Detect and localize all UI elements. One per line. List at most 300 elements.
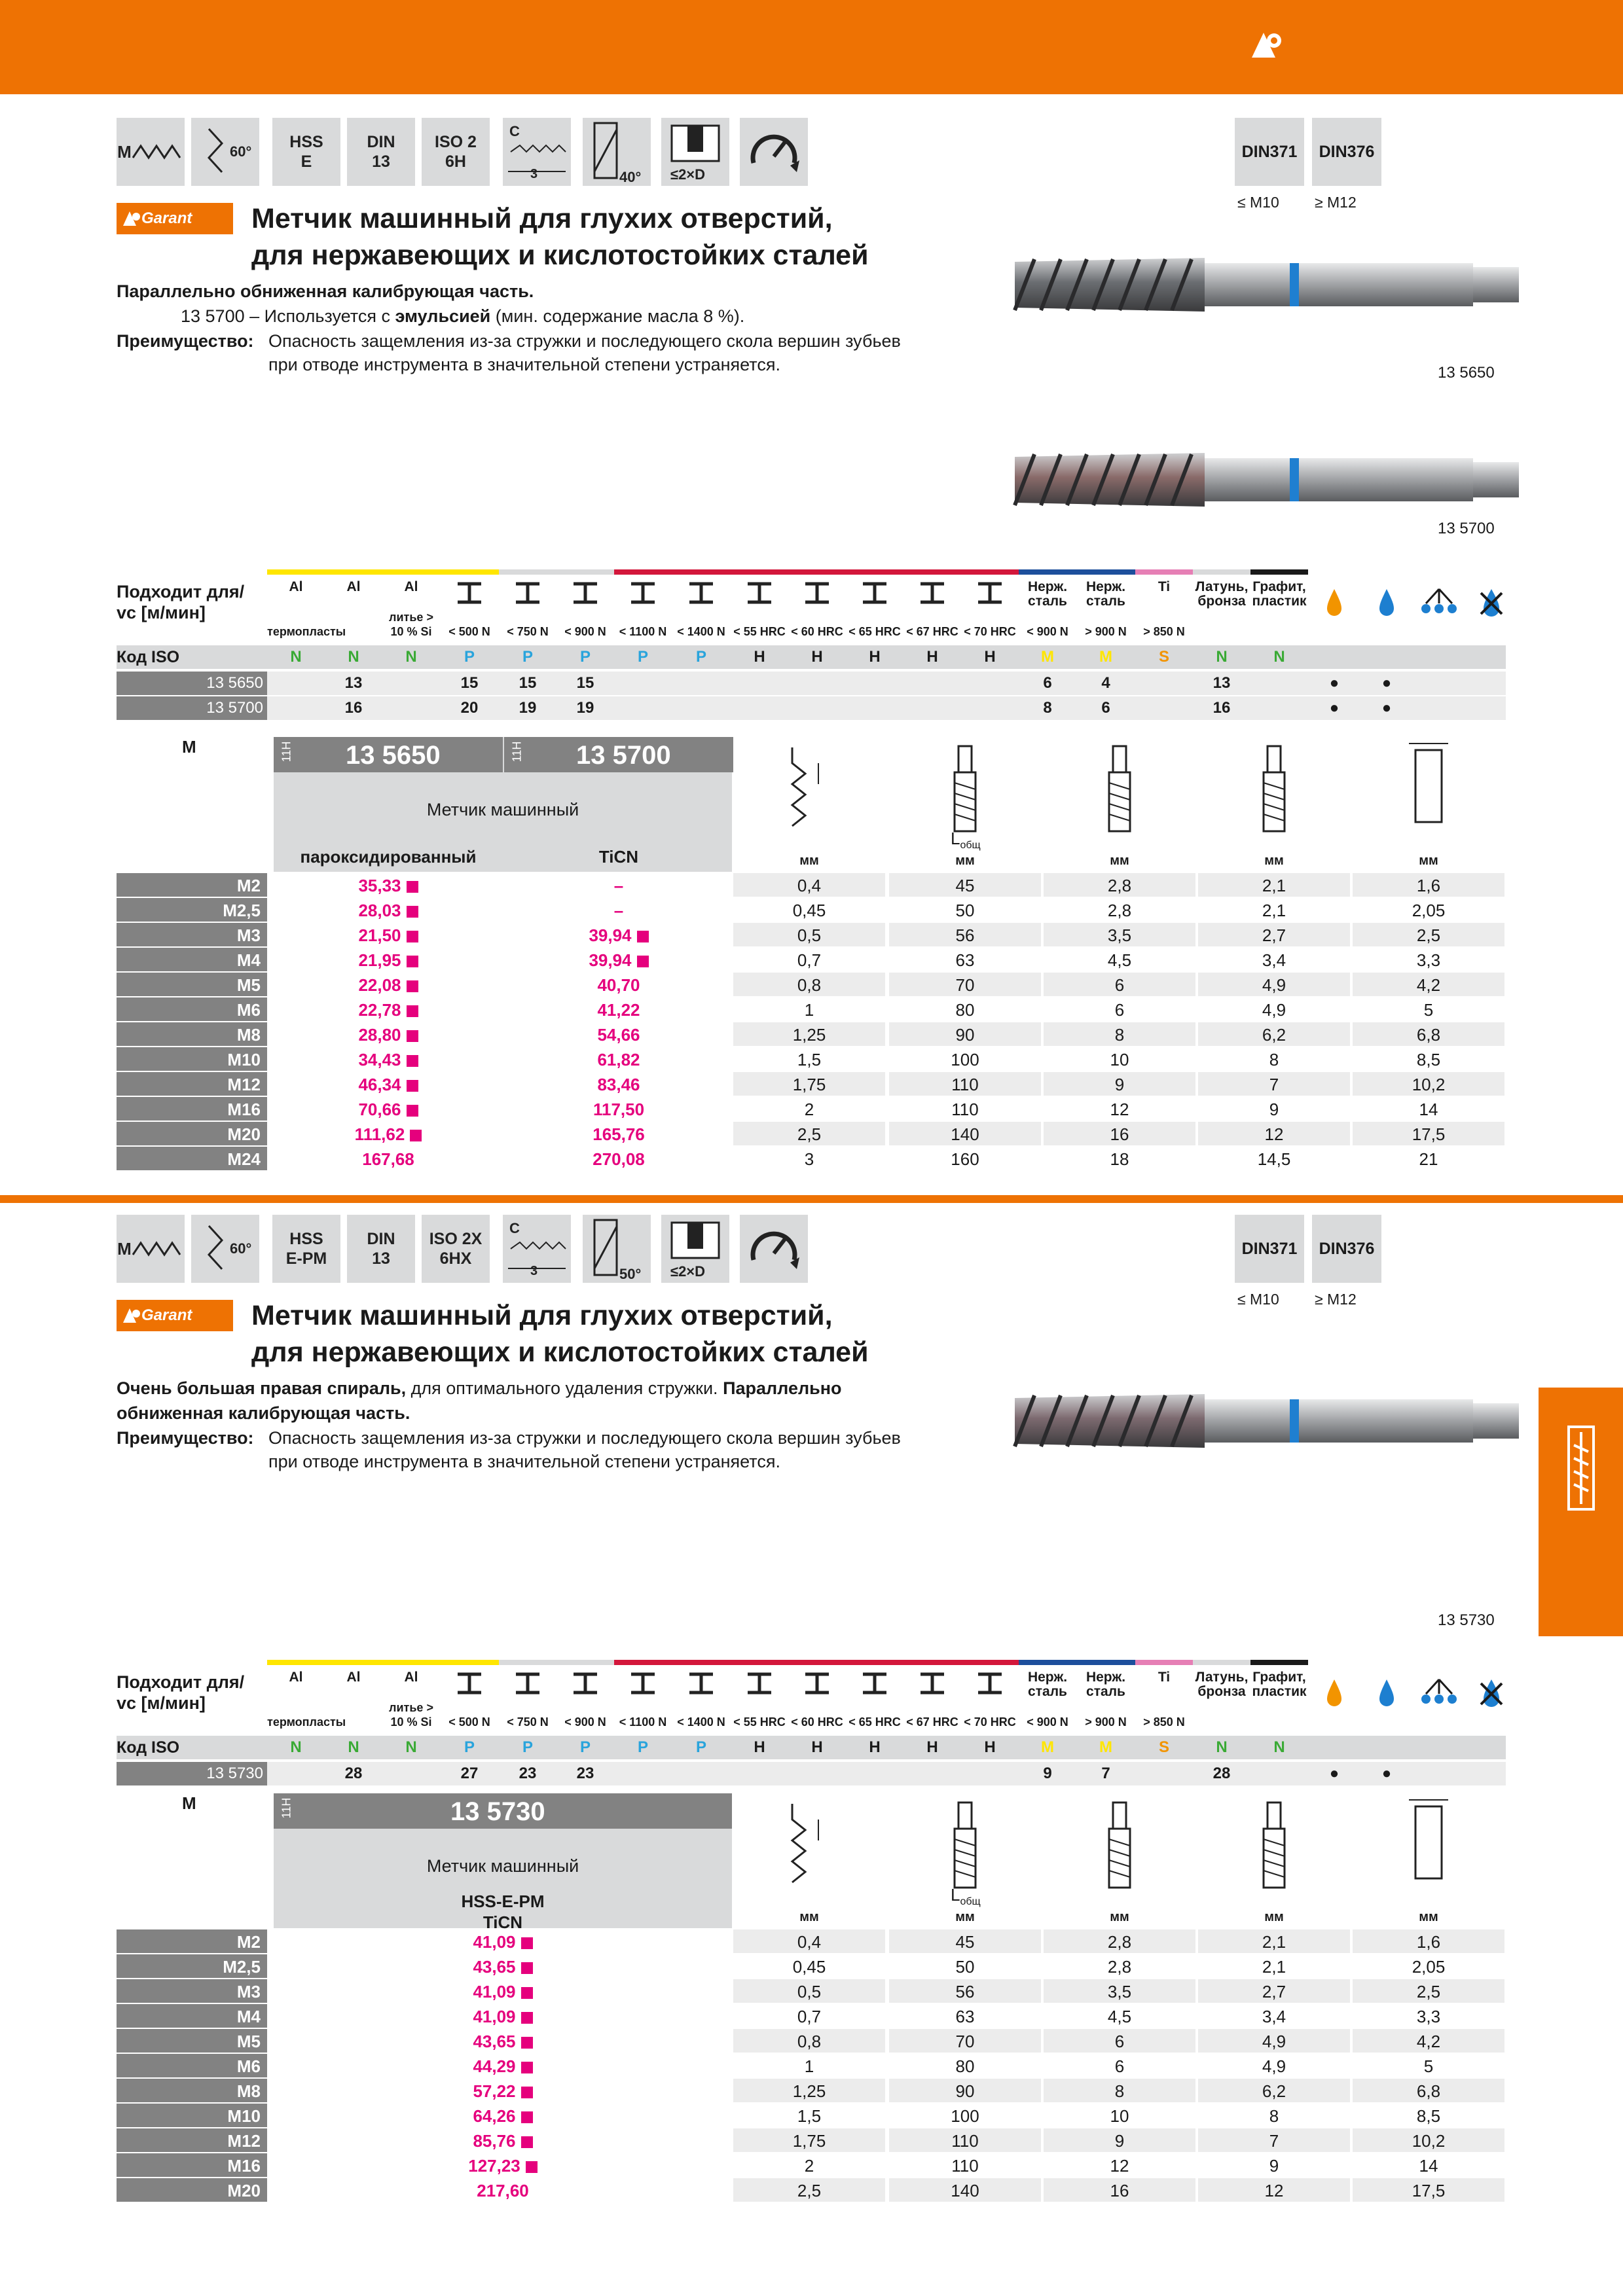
dimension-cell: 1,25	[733, 2079, 885, 2102]
dimension-cell: 56	[889, 1979, 1041, 2003]
dimension-cell: 2,1	[1198, 1929, 1350, 1953]
unit-label: мм	[799, 853, 819, 868]
ibeam-icon	[672, 581, 731, 607]
material-column	[1465, 1660, 1519, 1733]
size-row	[117, 2054, 1506, 2079]
svg-text:3: 3	[530, 1264, 538, 1278]
speed-cell: 23	[519, 1765, 537, 1782]
material-spec: < 1400 N	[677, 1715, 725, 1729]
availability-marker	[526, 2161, 538, 2173]
suitability-title	[117, 581, 267, 623]
availability-marker	[407, 1055, 418, 1067]
tap-chapter-icon	[1567, 1426, 1595, 1511]
dimension-cell: 100	[951, 2106, 979, 2126]
dimension-cell: 2,7	[1198, 923, 1350, 946]
price-cell	[274, 2029, 732, 2053]
speed-cell: ●	[1329, 674, 1340, 692]
garant-label: Garant	[141, 1306, 192, 1324]
size-label: M6	[117, 997, 267, 1021]
price-cell	[504, 997, 733, 1021]
material-color-bar	[903, 1660, 961, 1665]
availability-marker	[637, 956, 649, 967]
material-spec: < 900 N	[564, 625, 606, 638]
price-cell	[504, 923, 733, 946]
din-size-range: ≤ M10	[1237, 1291, 1279, 1308]
size-row	[117, 1929, 1506, 1954]
price-cell	[274, 973, 503, 996]
coating-label: TiCN	[598, 847, 639, 867]
ibeam-icon	[731, 1672, 788, 1698]
suitability-title	[117, 1672, 267, 1713]
material-color-bar	[1465, 569, 1518, 575]
tool-image-135700	[1008, 444, 1525, 516]
price-value: 21,95	[358, 950, 401, 970]
material-name: Al	[404, 1670, 418, 1685]
material-color-bar	[846, 1660, 903, 1665]
size-label: M5	[117, 2029, 267, 2053]
speed-cell: ●	[1381, 1765, 1392, 1782]
speed-cell: 4	[1101, 674, 1110, 692]
dimension-cell: 160	[951, 1149, 979, 1169]
material-column	[1308, 569, 1362, 643]
ibeam-icon	[788, 581, 846, 607]
material-column	[325, 569, 384, 643]
desc-text: 13 5700 – Используется с	[181, 306, 395, 326]
svg-text:C: C	[509, 123, 520, 139]
speed-cell: 9	[1043, 1765, 1052, 1782]
dimension-diagram	[1044, 737, 1195, 848]
material-column	[267, 569, 346, 643]
iso-code-row	[117, 1736, 1506, 1759]
coolant-icon-4	[1465, 588, 1518, 620]
svg-text:3: 3	[530, 167, 538, 181]
size-row	[117, 1979, 1506, 2004]
article-header	[504, 737, 733, 772]
product-title-line1: Метчик машинный для глухих отверстий,	[251, 1300, 833, 1331]
dimension-cell: 1	[804, 1000, 814, 1020]
price-value: 61,82	[597, 1050, 640, 1069]
unit-label: мм	[799, 1910, 819, 1924]
price-cell	[504, 1072, 733, 1096]
iso-code-cell: H	[754, 1738, 765, 1756]
din-number: 371	[1269, 1240, 1298, 1258]
tool-image-135730	[1008, 1385, 1525, 1457]
dimension-cell: 70	[889, 973, 1041, 996]
svg-text:50°: 50°	[619, 1266, 642, 1282]
dimension-cell: 12	[1198, 1122, 1350, 1145]
speed-gauge-icon	[740, 1215, 808, 1283]
size-label: M3	[117, 1979, 267, 2003]
dimension-diagram	[1044, 1793, 1195, 1905]
speed-cell: 15	[519, 674, 537, 692]
material-color-bar	[1360, 569, 1413, 575]
advantage-text1: Опасность защемления из-за стружки и последующего скола вершин зубьев	[268, 331, 901, 351]
size-label: M20	[117, 1122, 267, 1145]
price-cell	[274, 2054, 732, 2077]
price-value: 70,66	[358, 1100, 401, 1119]
dimension-cell: 1,75	[733, 1072, 885, 1096]
material-color-bar	[382, 1660, 440, 1665]
price-value: 165,76	[593, 1124, 645, 1144]
iso-code-cell: P	[579, 1738, 591, 1756]
dimension-cell: 4,9	[1198, 973, 1350, 996]
iso-code-cell: N	[405, 1738, 417, 1756]
material-name: Графит, пластик	[1252, 1670, 1307, 1699]
tool-article-label: 13 5700	[1438, 520, 1495, 537]
size-row	[117, 898, 1506, 923]
material-spec: > 900 N	[1085, 625, 1127, 638]
dimension-cell: 3,3	[1416, 950, 1441, 970]
size-row	[117, 2128, 1506, 2153]
price-value: 85,76	[473, 2131, 516, 2151]
dimension-cell: 0,5	[733, 1979, 885, 2003]
speed-cell: 6	[1043, 674, 1052, 692]
material-spec: < 65 HRC	[848, 1715, 901, 1729]
iso-code-cell: H	[984, 648, 996, 666]
material-name: Латунь, бронза	[1195, 579, 1249, 609]
dimension-cell: 2,05	[1412, 1957, 1446, 1977]
size-label: M2,5	[117, 1954, 267, 1978]
speed-gauge-icon	[740, 118, 808, 186]
availability-marker	[407, 956, 418, 967]
price-value: 43,65	[473, 2032, 516, 2051]
price-value: 270,08	[593, 1149, 645, 1169]
size-label: M2	[117, 1929, 267, 1953]
speed-cell: 28	[344, 1765, 363, 1782]
price-value: 39,94	[589, 925, 632, 945]
availability-marker	[521, 1962, 533, 1974]
material-color-bar	[731, 569, 788, 575]
dimension-cell: 1	[804, 2056, 814, 2076]
material-column	[731, 1660, 790, 1733]
product-name: Метчик машинный	[426, 1856, 579, 1876]
size-row	[117, 1022, 1506, 1047]
iso-code-cell: P	[579, 648, 591, 666]
material-color-bar	[614, 1660, 672, 1665]
material-name: Латунь, бронза	[1195, 1670, 1249, 1699]
price-cell	[274, 2079, 732, 2102]
iso-code-cell: P	[522, 1738, 533, 1756]
material-color-bar	[1076, 569, 1135, 575]
availability-marker	[521, 1987, 533, 1999]
coolant-icon-3	[1413, 1678, 1465, 1710]
availability-marker	[637, 931, 649, 942]
iso-code-cell: P	[637, 648, 648, 666]
l-sub: общ	[960, 840, 981, 852]
dimension-cell: 6,2	[1198, 2079, 1350, 2102]
price-value: 41,22	[597, 1000, 640, 1020]
price-cell	[274, 2104, 732, 2127]
iso-code-cell: H	[754, 648, 765, 666]
iso-code-cell: S	[1158, 648, 1169, 666]
material-column	[1076, 1660, 1137, 1733]
ibeam-icon	[556, 581, 614, 607]
size-label: M24	[117, 1147, 267, 1170]
dimension-cell: 2,5	[733, 2178, 885, 2202]
material-color-bar	[1308, 1660, 1360, 1665]
material-column	[846, 569, 905, 643]
dimension-cell: 8	[1269, 2106, 1279, 2126]
din-size-range: ≥ M12	[1315, 1291, 1357, 1308]
dimension-cell: 9	[1044, 2128, 1195, 2152]
ibeam-icon	[846, 1672, 903, 1698]
dimension-cell: 2,8	[1107, 901, 1132, 920]
coolant-icon-1	[1308, 1678, 1360, 1710]
material-name: Al	[289, 1670, 303, 1685]
speed-cell: 13	[1213, 674, 1231, 692]
dimension-cell: 17,5	[1353, 2178, 1504, 2202]
svg-text:60°: 60°	[230, 143, 252, 160]
dimension-cell: 0,45	[792, 901, 826, 920]
material-color-bar	[672, 1660, 731, 1665]
size-label: M3	[117, 923, 267, 946]
material-spec: < 60 HRC	[791, 1715, 843, 1729]
dimension-cell: 14,5	[1257, 1149, 1291, 1169]
dimension-cell: 8	[1269, 1050, 1279, 1069]
material-name: Al	[346, 579, 361, 594]
dimension-cell: 1,5	[797, 1050, 822, 1069]
dimension-cell: 18	[1110, 1149, 1129, 1169]
price-value: 64,26	[473, 2106, 516, 2126]
size-label: M4	[117, 2004, 267, 2028]
material-column	[1019, 569, 1078, 643]
material-column	[1413, 569, 1467, 643]
dimension-cell: 70	[889, 2029, 1041, 2053]
suitability-row	[117, 1762, 1506, 1785]
dimension-cell: 10	[1110, 1050, 1129, 1069]
ibeam-icon	[903, 1672, 961, 1698]
dimension-cell: 2,8	[1044, 1929, 1195, 1953]
din-box-376	[1312, 1215, 1381, 1283]
size-row	[117, 1072, 1506, 1097]
availability-marker	[407, 881, 418, 893]
material-name: Нерж. сталь	[1027, 579, 1068, 609]
dimension-cell: 8	[1044, 1022, 1195, 1046]
coolant-icon-1	[1308, 588, 1360, 620]
suitability-table	[117, 569, 1506, 719]
material-color-bar	[961, 569, 1019, 575]
din-box-371	[1235, 1215, 1304, 1283]
spiral-angle-icon	[583, 118, 651, 186]
iso-code-row	[117, 645, 1506, 669]
unit-label: мм	[955, 1910, 975, 1924]
material-column	[614, 569, 673, 643]
din-number: 371	[1269, 143, 1298, 161]
speed-cell: 20	[460, 699, 479, 717]
material-spec: < 67 HRC	[906, 625, 958, 638]
material-column	[556, 1660, 615, 1733]
ibeam-icon	[846, 581, 903, 607]
material-color-bar	[1193, 569, 1250, 575]
material-name: Ti	[1158, 1670, 1171, 1685]
speed-cell: 6	[1101, 699, 1110, 717]
din-label: DIN	[1319, 1240, 1347, 1258]
material-column	[382, 569, 441, 643]
material-spec: < 70 HRC	[964, 625, 1016, 638]
dimension-cell: 4,2	[1353, 973, 1504, 996]
price-value: 111,62	[354, 1124, 405, 1144]
material-column	[1135, 1660, 1194, 1733]
desc-bold: Параллельно	[723, 1378, 842, 1398]
material-spec: < 1100 N	[619, 625, 667, 638]
suit-title-line1: Подходит для/	[117, 1672, 245, 1692]
din-box-371	[1235, 118, 1304, 186]
material-column	[1250, 1660, 1309, 1733]
dimension-cell: 12	[1110, 2156, 1129, 2176]
speed-cell: 13	[344, 674, 363, 692]
price-value: 39,94	[589, 950, 632, 970]
dimension-cell: 17,5	[1353, 1122, 1504, 1145]
garant-logo-icon	[122, 1307, 141, 1324]
material-column	[382, 1660, 441, 1733]
price-cell	[504, 898, 733, 922]
size-label: M16	[117, 1097, 267, 1121]
dimension-cell: 1,6	[1353, 873, 1504, 897]
material-column	[1413, 1660, 1467, 1733]
dimension-cell: 4,5	[1107, 2007, 1132, 2026]
availability-marker	[521, 2111, 533, 2123]
desc-text: для оптимального удаления стружки.	[406, 1378, 723, 1398]
material-name: Al	[289, 579, 303, 594]
availability-marker	[521, 2136, 533, 2148]
dimension-cell: 6,2	[1198, 1022, 1350, 1046]
ibeam-icon	[499, 1672, 556, 1698]
unit-label: мм	[955, 853, 975, 868]
iso-code-cell: N	[405, 648, 417, 666]
coolant-icon-2	[1360, 1678, 1413, 1710]
material-spec: < 1100 N	[619, 1715, 667, 1729]
dimension-cell: 0,8	[733, 973, 885, 996]
dimension-cell: 4,9	[1262, 2056, 1286, 2076]
material-color-bar	[1413, 569, 1465, 575]
dimension-cell: 10,2	[1353, 1072, 1504, 1096]
price-value: 54,66	[597, 1025, 640, 1045]
dimension-cell: 3	[804, 1149, 814, 1169]
price-value: 44,29	[473, 2056, 516, 2076]
speed-cell: 27	[460, 1765, 479, 1782]
availability-marker	[407, 1005, 418, 1017]
material-spec: < 500 N	[448, 1715, 490, 1729]
dimension-cell: 140	[889, 1122, 1041, 1145]
speed-cell: ●	[1329, 699, 1340, 717]
thread-profile-icon: M	[117, 1215, 185, 1283]
price-value: 21,50	[358, 925, 401, 945]
product-title-line2: для нержавеющих и кислотостойких сталей	[251, 1336, 869, 1368]
material-column	[1250, 569, 1309, 643]
price-cell	[274, 1929, 732, 1953]
ibeam-icon	[614, 1672, 672, 1698]
dimension-cell: 0,45	[792, 1957, 826, 1977]
size-label: M2	[117, 873, 267, 897]
speed-cell: 23	[576, 1765, 594, 1782]
iso-code-cell: P	[464, 648, 475, 666]
din-size-range: ≤ M10	[1237, 194, 1279, 211]
dimension-cell: 5	[1423, 1000, 1434, 1020]
dimension-diagram	[1198, 737, 1350, 848]
dimension-cell: 1,6	[1353, 1929, 1504, 1953]
material-spec: < 900 N	[1027, 1715, 1068, 1729]
material-column	[672, 1660, 732, 1733]
dimension-cell: 6	[1114, 1000, 1125, 1020]
material-column	[1019, 1660, 1078, 1733]
dimension-cell: 4,9	[1198, 2029, 1350, 2053]
dimension-cell: 3,5	[1044, 1979, 1195, 2003]
thread-profile-icon: M	[117, 118, 185, 186]
material-color-bar	[499, 569, 556, 575]
size-row	[117, 997, 1506, 1022]
l-sub: общ	[960, 1896, 981, 1908]
total-length-label	[951, 829, 981, 852]
advantage-text2: при отводе инструмента в значительной степени устраняется.	[268, 1452, 780, 1471]
coolant-icon-2	[1360, 588, 1413, 620]
dimension-cell: 1,5	[797, 2106, 822, 2126]
material-spec: термопласты	[267, 625, 346, 638]
grade-label: 11H	[510, 741, 524, 762]
dimension-cell: 3,5	[1044, 923, 1195, 946]
chapter-tab	[1539, 1388, 1623, 1636]
material-column	[788, 1660, 847, 1733]
material-color-bar	[1019, 1660, 1076, 1665]
grade-label: 11H	[280, 741, 293, 762]
dimension-cell: 0,7	[797, 2007, 822, 2026]
advantage-text1: Опасность защемления из-за стружки и последующего скола вершин зубьев	[268, 1428, 901, 1448]
dimension-diagram	[733, 737, 885, 848]
iso-code-cell: P	[637, 1738, 648, 1756]
garant-brand-badge	[117, 203, 233, 234]
dimension-cell: 3,4	[1262, 950, 1286, 970]
dimension-cell: 2,05	[1412, 901, 1446, 920]
grade-label: 11H	[280, 1797, 293, 1819]
svg-text:40°: 40°	[619, 169, 642, 185]
size-label: M10	[117, 1047, 267, 1071]
price-value: 28,03	[358, 901, 401, 920]
availability-marker	[407, 906, 418, 918]
material-color-bar	[1193, 1660, 1250, 1665]
material-color-bar	[1465, 1660, 1518, 1665]
core-hole-diagram-icon	[1353, 1793, 1504, 1905]
l-main: L	[951, 829, 960, 848]
price-cell	[274, 1979, 732, 2003]
blind-hole-depth-icon	[661, 118, 729, 186]
iso-code-cell: M	[1041, 648, 1054, 666]
price-cell	[274, 997, 503, 1021]
dimension-cell: 8,5	[1416, 2106, 1441, 2126]
availability-marker	[407, 1030, 418, 1042]
dimension-cell: 8,5	[1416, 1050, 1441, 1069]
material-color-bar	[1076, 1660, 1135, 1665]
article-number: 13 5650	[346, 741, 441, 770]
material-color-bar	[556, 569, 614, 575]
size-column-header: M	[182, 1793, 196, 1813]
desc-bold: Очень большая правая спираль,	[117, 1378, 407, 1398]
dimension-cell: 2,1	[1262, 901, 1286, 920]
price-value: 217,60	[477, 2181, 529, 2200]
iso-code-cell: H	[811, 1738, 823, 1756]
material-column	[1465, 569, 1519, 643]
product-header	[274, 1793, 732, 1932]
material-color-bar	[267, 569, 325, 575]
product-name: Метчик машинный	[426, 800, 579, 819]
article-header	[274, 1793, 732, 1829]
material-spec: < 67 HRC	[906, 1715, 958, 1729]
description-line2	[181, 305, 744, 328]
dimension-diagram	[1353, 737, 1504, 848]
material-spec: < 1400 N	[677, 625, 725, 638]
size-row	[117, 2153, 1506, 2178]
unit-label: мм	[1419, 853, 1438, 868]
chamfer-icon	[503, 1215, 571, 1283]
iso-code-cell: H	[869, 1738, 881, 1756]
